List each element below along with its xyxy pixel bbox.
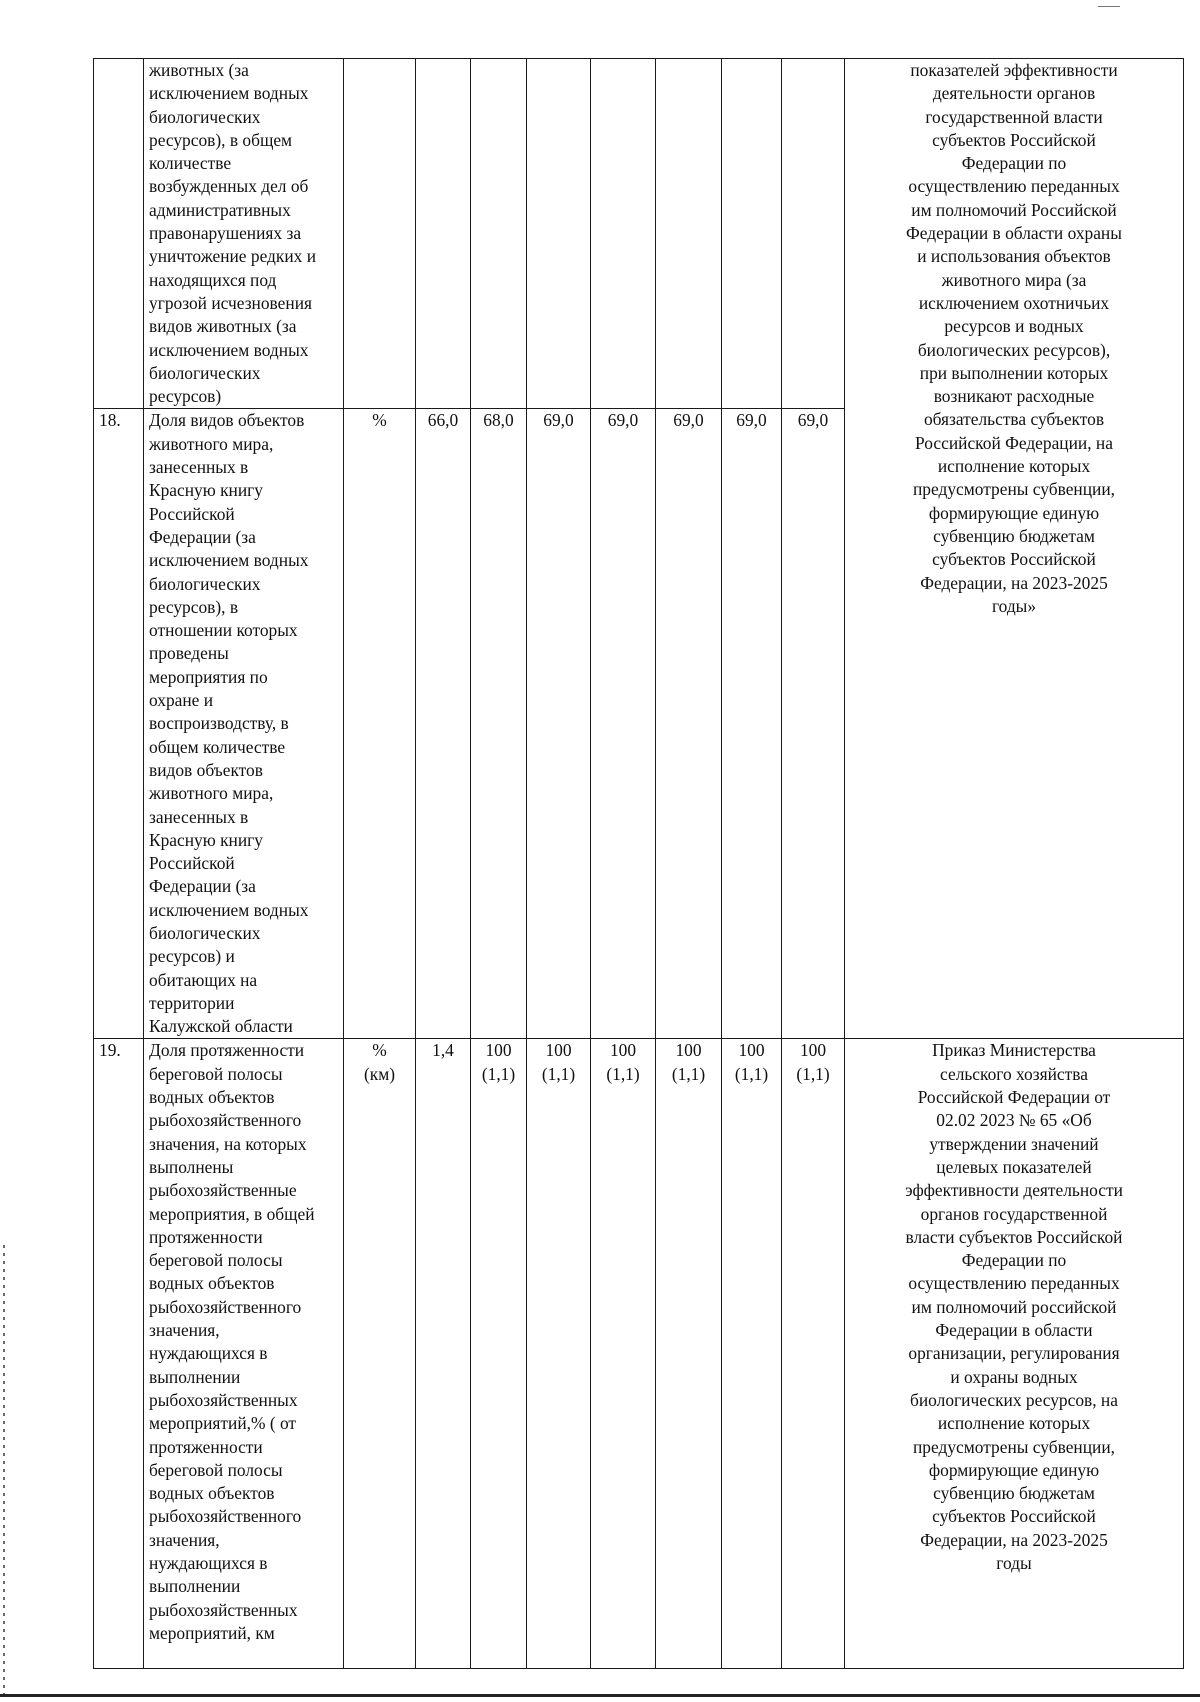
value-cell: 68,0 — [471, 409, 527, 1039]
unit-cell — [344, 59, 416, 409]
unit-cell: % (км) — [344, 1039, 416, 1669]
value-cell: 100 (1,1) — [471, 1039, 527, 1669]
value-cell: 100 (1,1) — [527, 1039, 591, 1669]
value-cell — [591, 59, 656, 409]
value-cell: 100 (1,1) — [782, 1039, 845, 1669]
value-cell: 100 (1,1) — [722, 1039, 782, 1669]
row-number — [94, 59, 144, 409]
indicator-name: животных (за исключением водных биологических ресурсов), в общем количестве возбужденных дел об административных правонарушениях за уничтожение редких и находящихся под угрозой исчезновения видов животных (за исключением водных биологических ресурсов) — [144, 59, 344, 409]
value-cell — [722, 59, 782, 409]
page-bottom-rule — [0, 1694, 1200, 1697]
value-cell — [782, 59, 845, 409]
value-cell — [527, 59, 591, 409]
value-cell: 100 (1,1) — [591, 1039, 656, 1669]
legal-basis-cell: Приказ Министерства сельского хозяйства Российской Федерации от 02.02 2023 № 65 «Об утверждении значений целевых показателей эффективности деятельности органов государственной власти субъектов Российской Федерации по осуществлению переданных им полномочий российской Федерации в области организации, регулирования и охраны водных биологических ресурсов, на исполнение которых предусмотрены субвенции, формирующие единую субвенцию бюджетам субъектов Российской Федерации, на 2023-2025 годы — [845, 1039, 1184, 1669]
value-cell: 1,4 — [416, 1039, 471, 1669]
indicator-table-wrap — [93, 58, 1183, 1669]
unit-cell: % — [344, 409, 416, 1039]
value-cell: 66,0 — [416, 409, 471, 1039]
table-row-19 — [94, 1039, 1184, 1669]
indicator-table — [93, 58, 1184, 1669]
value-cell: 69,0 — [591, 409, 656, 1039]
indicator-name: Доля протяженности береговой полосы водных объектов рыбохозяйственного значения, на которых выполнены рыбохозяйственные мероприятия, в общей протяженности береговой полосы водных объектов рыбохозяйственного значения, нуждающихся в выполнении рыбохозяйственных мероприятий,% ( от протяженности береговой полосы водных объектов рыбохозяйственного значения, нуждающихся в выполнении рыбохозяйственных мероприятий, км — [144, 1039, 344, 1669]
value-cell: 69,0 — [782, 409, 845, 1039]
table-row-17 — [94, 59, 1184, 409]
value-cell: 69,0 — [722, 409, 782, 1039]
value-cell — [471, 59, 527, 409]
row-number: 18. — [94, 409, 144, 1039]
value-cell — [416, 59, 471, 409]
header-dash — [1098, 6, 1120, 7]
value-cell — [656, 59, 722, 409]
legal-basis-cell: показателей эффективности деятельности органов государственной власти субъектов Российской Федерации по осуществлению переданных им полномочий Российской Федерации в области охраны и использования объектов животного мира (за исключением охотничьих ресурсов и водных биологических ресурсов), при выполнении которых возникают расходные обязательства субъектов Российской Федерации, на исполнение которых предусмотрены субвенции, формирующие единую субвенцию бюджетам субъектов Российской Федерации, на 2023-2025 годы» — [845, 59, 1184, 1039]
indicator-name: Доля видов объектов животного мира, занесенных в Красную книгу Российской Федерации (за исключением водных биологических ресурсов), в отношении которых проведены мероприятия по охране и воспроизводству, в общем количестве видов объектов животного мира, занесенных в Красную книгу Российской Федерации (за исключением водных биологических ресурсов) и обитающих на территории Калужской области — [144, 409, 344, 1039]
value-cell: 69,0 — [656, 409, 722, 1039]
value-cell: 100 (1,1) — [656, 1039, 722, 1669]
margin-perforation — [3, 1245, 5, 1700]
row-number: 19. — [94, 1039, 144, 1669]
value-cell: 69,0 — [527, 409, 591, 1039]
